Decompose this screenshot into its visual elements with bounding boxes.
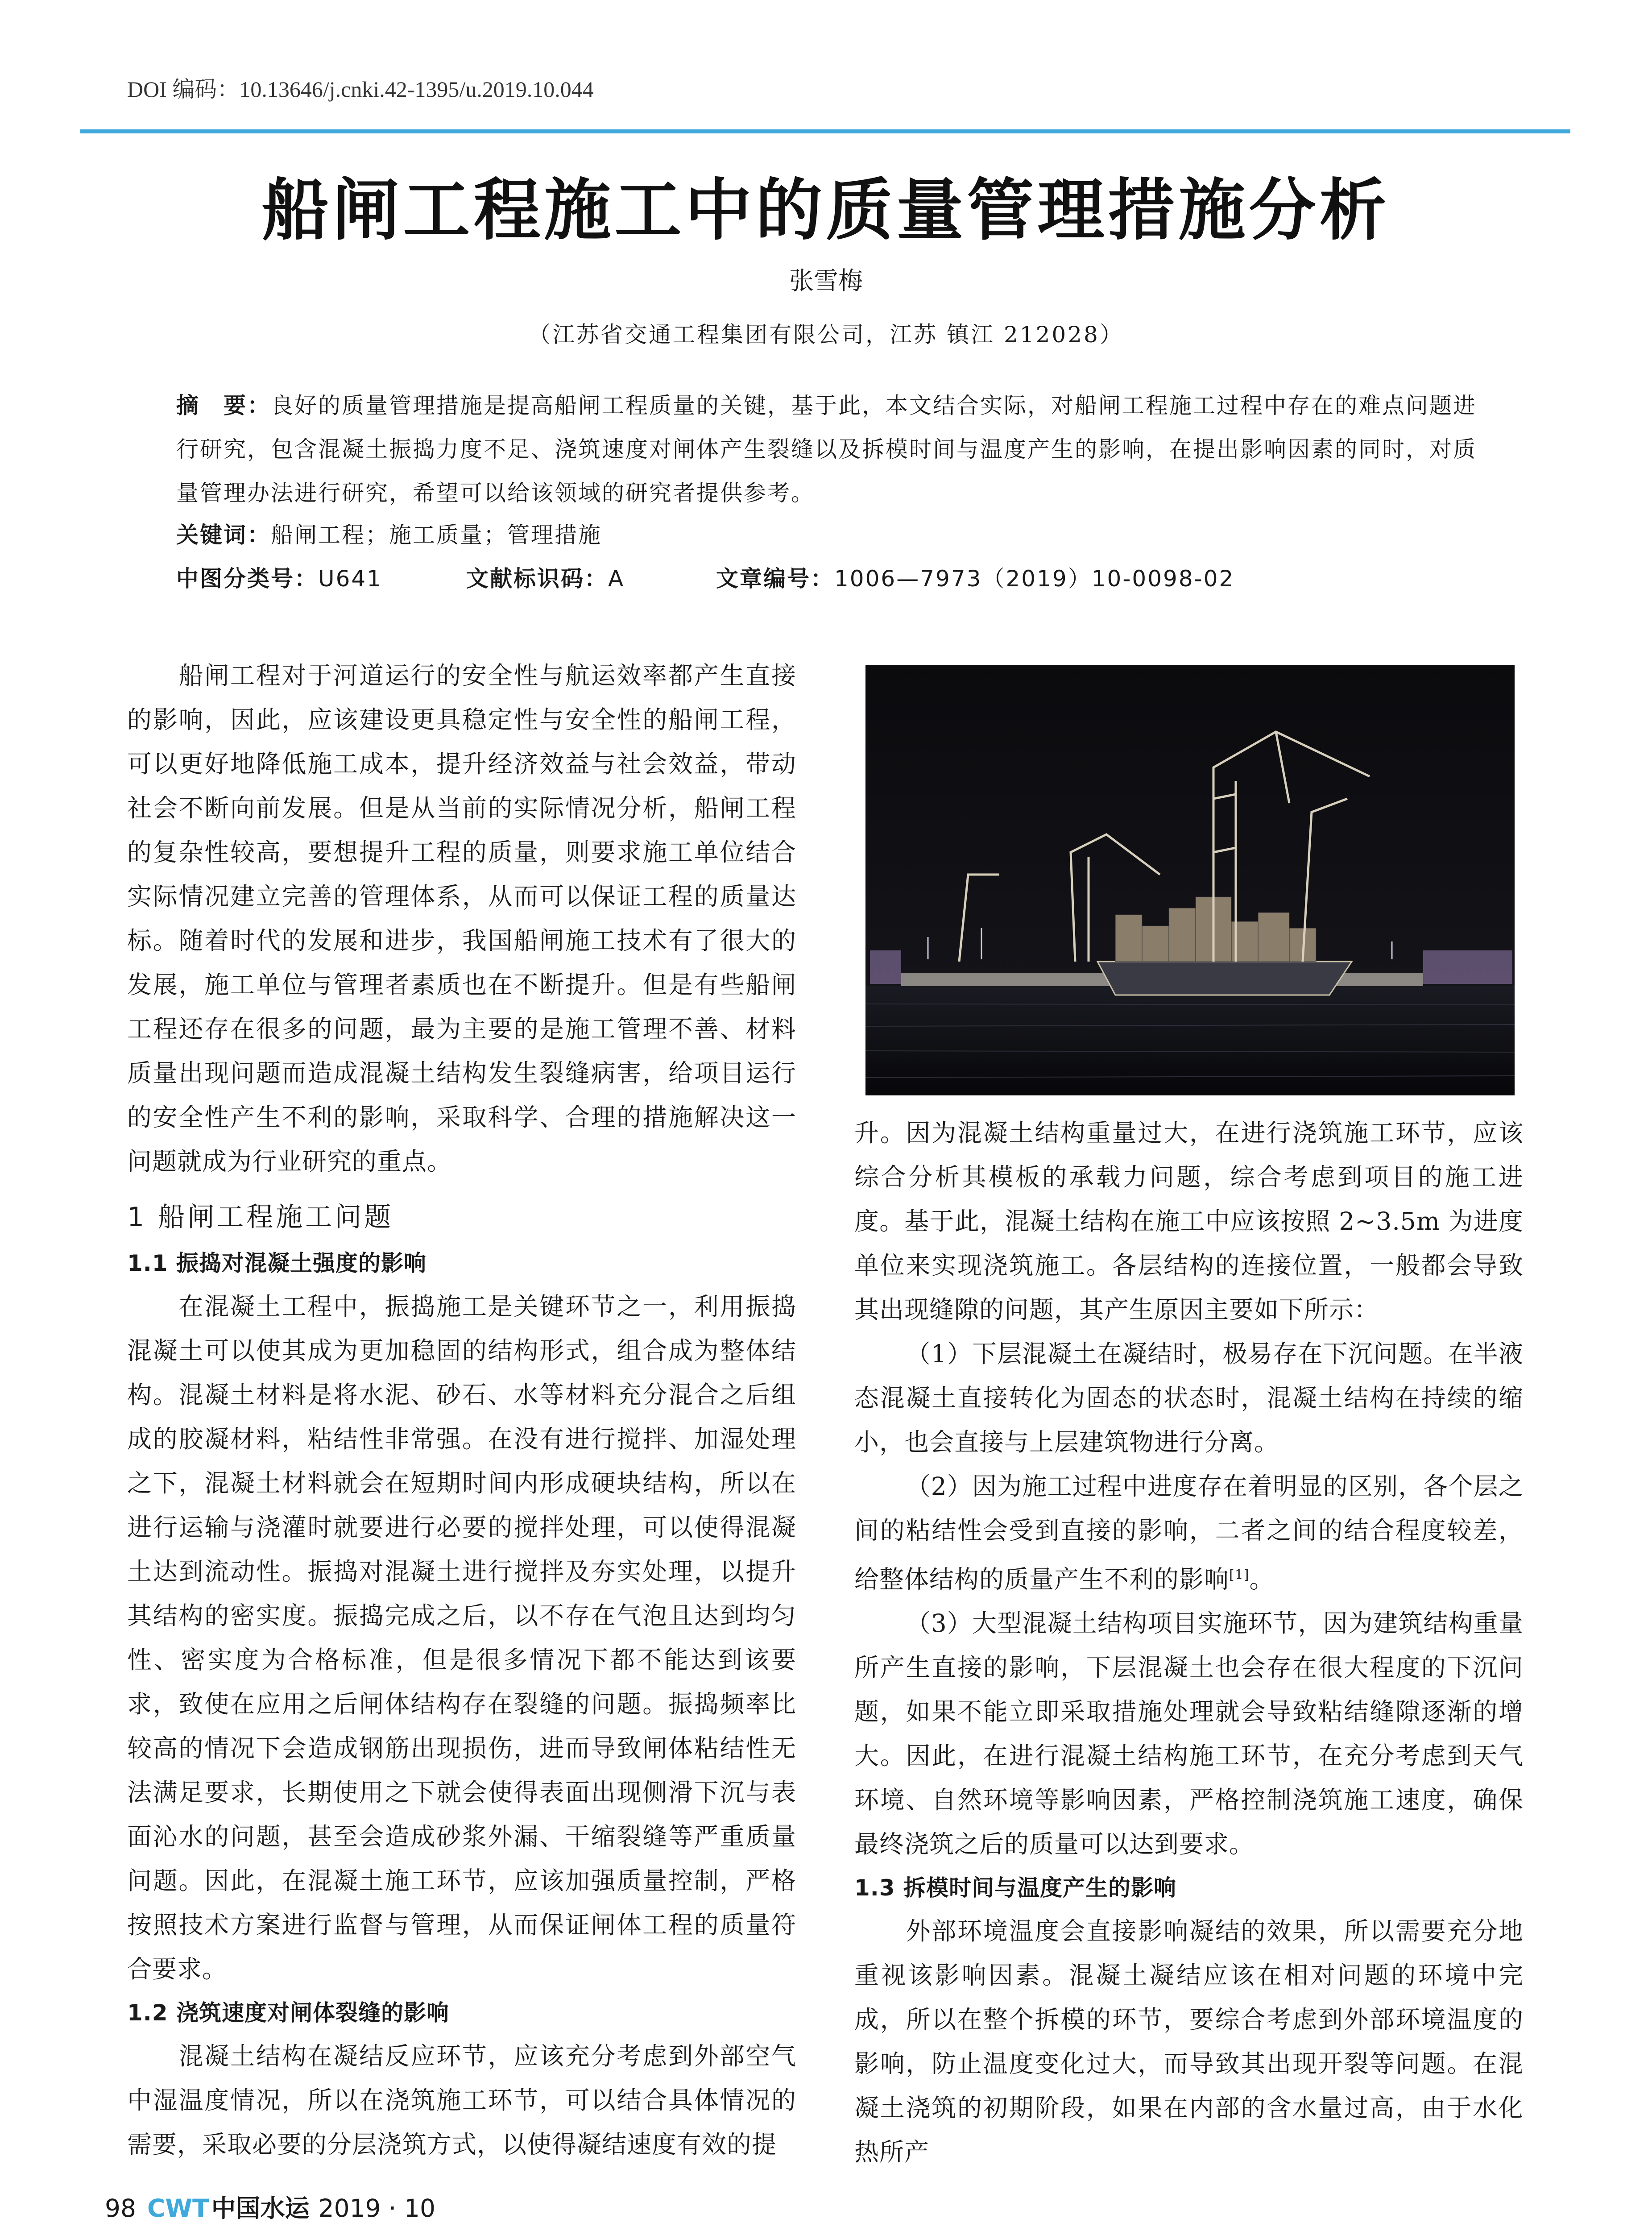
article-title: 船闸工程施工中的质量管理措施分析 — [262, 171, 1390, 249]
abstract-text: 良好的质量管理措施是提高船闸工程质量的关键，基于此，本文结合实际，对船闸工程施工过程中存在的难点问题进行研究，包含混凝土振捣力度不足、浇筑速度对闸体产生裂缝以及拆模时间与温度产生的影响，在提出影响因素的同时，对质量管理办法进行研究，希望可以给该领域的研究者提供参考。 — [176, 393, 1477, 506]
port-crane-photo — [865, 665, 1515, 1095]
subsection-heading-1-1: 1.1 振捣对混凝土强度的影响 — [127, 1250, 426, 1276]
section-heading-1: 1 船闸工程施工问题 — [127, 1202, 394, 1233]
page-number: 98 — [105, 2194, 136, 2223]
doi-line: DOI 编码：10.13646/j.cnki.42-1395/u.2019.10.044 — [127, 77, 594, 102]
paragraph-1-1: 在混凝土工程中，振捣施工是关键环节之一，利用振捣混凝土可以使其成为更加稳固的结构形式，组合成为整体结构。混凝土材料是将水泥、砂石、水等材料充分混合之后组成的胶凝材料，粘结性非常强。在没有进行搅拌、加湿处理之下，混凝土材料就会在短期时间内形成硬块结构，所以在进行运输与浇灌时就要进行必要的搅拌处理，可以使得混凝土达到流动性。振捣对混凝土进行搅拌及夯实处理，以提升其结构的密实度。振捣完成之后，以不存在气泡且达到均匀性、密实度为合格标准，但是很多情况下都不能达到该要求，致使在应用之后闸体结构存在裂缝的问题。振捣频率比较高的情况下会造成钢筋出现损伤，进而导致闸体粘结性无法满足要求，长期使用之下就会使得表面出现侧滑下沉与表面沁水的问题，甚至会造成砂浆外漏、干缩裂缝等严重质量问题。因此，在混凝土施工环节，应该加强质量控制，严格按照技术方案进行监督与管理，从而保证闸体工程的质量符合要求。 — [127, 1292, 796, 1983]
subsection-heading-1-2: 1.2 浇筑速度对闸体裂缝的影响 — [127, 2000, 449, 2026]
journal-name: 中国水运 — [211, 2194, 310, 2223]
classification-line — [176, 557, 1497, 601]
abstract — [176, 384, 1497, 515]
keywords-label: 关键词： — [176, 522, 271, 548]
affiliation: （江苏省交通工程集团有限公司，江苏 镇江 212028） — [528, 322, 1124, 348]
paragraph-1-3: 外部环境温度会直接影响凝结的效果，所以需要充分地重视该影响因素。混凝土凝结应该在相对问题的环境中完成，所以在整个拆模的环节，要综合考虑到外部环境温度的影响，防止温度变化过大，而导致其出现开裂等问题。在混凝土浇筑的初期阶段，如果在内部的含水量过高，由于水化热所产 — [854, 1917, 1524, 2167]
doc-code: 文献标识码：A — [466, 566, 625, 592]
abstract-label: 摘 要： — [176, 393, 271, 419]
header-rule — [80, 129, 1570, 133]
keywords-text: 船闸工程；施工质量；管理措施 — [271, 522, 602, 548]
subsection-heading-1-3: 1.3 拆模时间与温度产生的影响 — [854, 1875, 1176, 1901]
list-item-3: （3）大型混凝土结构项目实施环节，因为建筑结构重量所产生直接的影响，下层混凝土也会存在很大程度的下沉问题，如果不能立即采取措施处理就会导致粘结缝隙逐渐的增大。因此，在进行混凝土结构施工环节，在充分考虑到天气环境、自然环境等影响因素，严格控制浇筑施工速度，确保最终浇筑之后的质量可以达到要求。 — [854, 1609, 1524, 1859]
issue-number: 2019 · 10 — [318, 2194, 435, 2223]
article-number: 文章编号：1006—7973（2019）10-0098-02 — [716, 566, 1235, 592]
page-footer — [105, 2189, 435, 2224]
author: 张雪梅 — [789, 266, 863, 295]
citation-1: [1] — [1229, 1567, 1250, 1583]
keywords — [176, 513, 1497, 557]
clc-code: 中图分类号：U641 — [176, 566, 383, 592]
journal-logo: CWT — [147, 2194, 209, 2223]
right-column — [854, 1111, 1524, 2174]
list-item-2: （2）因为施工过程中进度存在着明显的区别，各个层之间的粘结性会受到直接的影响，二者之间的结合程度较差，给整体结构的质量产生不利的影响[1]。 — [854, 1472, 1524, 1594]
list-item-1: （1）下层混凝土在凝结时，极易存在下沉问题。在半液态混凝土直接转化为固态的状态时，混凝土结构在持续的缩小，也会直接与上层建筑物进行分离。 — [854, 1339, 1524, 1456]
left-column — [127, 654, 796, 2167]
paragraph-1-2b: 升。因为混凝土结构重量过大，在进行浇筑施工环节，应该综合分析其模板的承载力问题，综合考虑到项目的施工进度。基于此，混凝土结构在施工中应该按照 2~3.5m 为进度单位来实现浇筑施工。各层结构的连接位置，一般都会导致其出现缝隙的问题，其产生原因主要如下所示： — [854, 1119, 1524, 1324]
paragraph-1-2a: 混凝土结构在凝结反应环节，应该充分考虑到外部空气中湿温度情况，所以在浇筑施工环节，可以结合具体情况的需要，采取必要的分层浇筑方式，以使得凝结速度有效的提 — [127, 2042, 796, 2159]
intro-paragraph: 船闸工程对于河道运行的安全性与航运效率都产生直接的影响，因此，应该建设更具稳定性与安全性的船闸工程，可以更好地降低施工成本，提升经济效益与社会效益，带动社会不断向前发展。但是从当前的实际情况分析，船闸工程的复杂性较高，要想提升工程的质量，则要求施工单位结合实际情况建立完善的管理体系，从而可以保证工程的质量达标。随着时代的发展和进步，我国船闸施工技术有了很大的发展，施工单位与管理者素质也在不断提升。但是有些船闸工程还存在很多的问题，最为主要的是施工管理不善、材料质量出现问题而造成混凝土结构发生裂缝病害，给项目运行的安全性产生不利的影响，采取科学、合理的措施解决这一问题就成为行业研究的重点。 — [127, 661, 796, 1176]
